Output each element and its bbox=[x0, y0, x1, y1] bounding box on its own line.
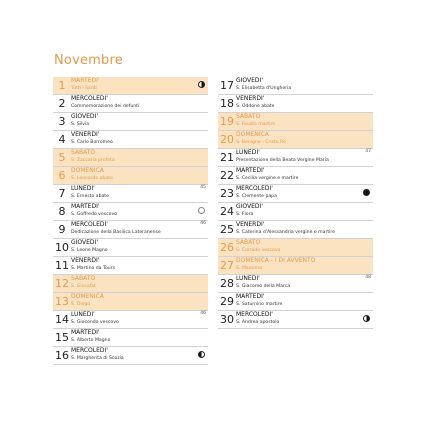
left-column bbox=[53, 77, 208, 365]
day-number: 24 bbox=[220, 205, 234, 218]
moon-phase-first-icon bbox=[198, 81, 205, 88]
saint-name: S. Zaccaria profeta bbox=[71, 158, 115, 163]
day-row bbox=[53, 185, 208, 203]
saint-name: S. Goffredo vescovo bbox=[71, 212, 117, 217]
day-number: 8 bbox=[58, 205, 66, 218]
day-row bbox=[218, 311, 373, 329]
right-column bbox=[218, 77, 373, 329]
weekday-name: MERCOLEDI' bbox=[71, 221, 108, 228]
day-row bbox=[53, 257, 208, 275]
weekday-name: MERCOLEDI' bbox=[71, 347, 108, 354]
saint-name: S. Massimo bbox=[236, 266, 262, 271]
day-number: 27 bbox=[220, 259, 234, 272]
moon-phase-full-icon bbox=[198, 207, 205, 214]
day-row bbox=[53, 293, 208, 311]
weekday-name: LUNEDI' bbox=[71, 311, 95, 318]
week-number: 46 bbox=[200, 221, 206, 226]
weekday-name: DOMENICA bbox=[236, 131, 269, 138]
moon-phase-first-icon bbox=[363, 315, 370, 322]
saint-name: S. Giacomo della Marca bbox=[236, 284, 291, 289]
day-number: 25 bbox=[220, 223, 234, 236]
day-number: 19 bbox=[220, 115, 234, 128]
day-row bbox=[53, 329, 208, 347]
day-row bbox=[53, 131, 208, 149]
day-number: 28 bbox=[220, 277, 234, 290]
saint-name: S. Caterina d'Alessandria vergine e martire bbox=[236, 230, 336, 235]
weekday-name: VENERDI' bbox=[236, 95, 265, 102]
day-row bbox=[53, 113, 208, 131]
day-row bbox=[53, 275, 208, 293]
saint-name: S. Giocondo vescovo bbox=[71, 320, 119, 325]
day-number: 20 bbox=[220, 133, 234, 146]
weekday-name: GIOVEDI' bbox=[236, 77, 263, 84]
saint-name: S. Diego bbox=[71, 302, 91, 307]
day-row bbox=[218, 131, 373, 149]
day-number: 9 bbox=[58, 223, 66, 236]
weekday-name: LUNEDI' bbox=[236, 149, 260, 156]
day-number: 2 bbox=[58, 97, 66, 110]
saint-name: S. Alberto Magno bbox=[71, 338, 111, 343]
moon-phase-new-icon bbox=[363, 189, 370, 196]
moon-phase-last-icon bbox=[198, 351, 205, 358]
day-row bbox=[218, 167, 373, 185]
day-row bbox=[218, 95, 373, 113]
weekday-name: VENERDI' bbox=[236, 221, 265, 228]
day-row bbox=[218, 275, 373, 293]
day-number: 18 bbox=[220, 97, 234, 110]
weekday-name: DOMENICA bbox=[71, 293, 104, 300]
day-number: 6 bbox=[58, 169, 66, 182]
saint-name: S. Ernesto abate bbox=[71, 194, 109, 199]
day-number: 11 bbox=[55, 259, 69, 272]
day-row bbox=[218, 149, 373, 167]
day-number: 13 bbox=[55, 295, 69, 308]
day-row bbox=[53, 77, 208, 95]
day-row bbox=[218, 257, 373, 275]
weekday-name: MARTEDI' bbox=[71, 329, 100, 336]
day-number: 15 bbox=[55, 331, 69, 344]
saint-name: S. Carlo Borromeo bbox=[71, 140, 113, 145]
weekday-name: SABATO bbox=[236, 239, 261, 246]
day-row bbox=[218, 77, 373, 95]
weekday-name: SABATO bbox=[71, 149, 96, 156]
weekday-name: LUNEDI' bbox=[236, 275, 260, 282]
saint-name: S. Corrado vescovo bbox=[236, 248, 281, 253]
saint-name: Dedicazione della Basilica Lateranense bbox=[71, 230, 161, 235]
day-row bbox=[218, 221, 373, 239]
saint-name: S. Martino da Tours bbox=[71, 266, 115, 271]
weekday-name: SABATO bbox=[71, 275, 96, 282]
week-number: 47 bbox=[365, 149, 371, 154]
saint-name: Tutti i Santi bbox=[71, 86, 97, 91]
day-row bbox=[53, 95, 208, 113]
day-row bbox=[53, 149, 208, 167]
day-number: 23 bbox=[220, 187, 234, 200]
day-number: 10 bbox=[55, 241, 69, 254]
day-row bbox=[218, 239, 373, 257]
day-number: 12 bbox=[55, 277, 69, 290]
saint-name: S. Leone Magno bbox=[71, 248, 108, 253]
weekday-name: DOMENICA bbox=[71, 167, 104, 174]
saint-name: S. Andrea apostolo bbox=[236, 320, 280, 325]
week-number: 46 bbox=[200, 311, 206, 316]
day-number: 5 bbox=[58, 151, 66, 164]
saint-name: S. Saturnino martire bbox=[236, 302, 283, 307]
weekday-name: MARTEDI' bbox=[236, 167, 265, 174]
saint-name: Presentazione della Beata Vergine Maria bbox=[236, 158, 329, 163]
day-number: 14 bbox=[55, 313, 69, 326]
day-number: 1 bbox=[58, 79, 66, 92]
week-number: 45 bbox=[200, 185, 206, 190]
day-row bbox=[53, 239, 208, 257]
weekday-name: GIOVEDI' bbox=[236, 203, 263, 210]
day-number: 21 bbox=[220, 151, 234, 164]
saint-name: S. Benigno - Cristo Re bbox=[236, 140, 286, 145]
weekday-name: MARTEDI' bbox=[71, 203, 100, 210]
weekday-name: DOMENICA - I DI AVVENTO bbox=[236, 257, 316, 264]
day-row bbox=[53, 311, 208, 329]
day-number: 17 bbox=[220, 79, 234, 92]
saint-name: S. Clemente papa bbox=[236, 194, 277, 199]
month-title: Novembre bbox=[54, 53, 123, 68]
day-row bbox=[53, 347, 208, 365]
day-row bbox=[218, 203, 373, 221]
day-number: 30 bbox=[220, 313, 234, 326]
saint-name: S. Fausto martire bbox=[236, 122, 276, 127]
day-number: 3 bbox=[58, 115, 66, 128]
weekday-name: MERCOLEDI' bbox=[236, 185, 273, 192]
saint-name: S. Giosafat bbox=[71, 284, 96, 289]
saint-name: S. Flora bbox=[236, 212, 254, 217]
saint-name: S. Cecilia vergine e martire bbox=[236, 176, 299, 181]
day-number: 22 bbox=[220, 169, 234, 182]
weekday-name: MARTEDI' bbox=[71, 77, 100, 84]
weekday-name: MERCOLEDI' bbox=[236, 311, 273, 318]
weekday-name: VENERDI' bbox=[71, 131, 100, 138]
day-row bbox=[53, 167, 208, 185]
day-number: 4 bbox=[58, 133, 66, 146]
weekday-name: SABATO bbox=[236, 113, 261, 120]
weekday-name: VENERDI' bbox=[71, 257, 100, 264]
weekday-name: MERCOLEDI' bbox=[71, 95, 108, 102]
saint-name: S. Leonardo abate bbox=[71, 176, 113, 181]
day-row bbox=[53, 203, 208, 221]
saint-name: S. Margherita di Scozia bbox=[71, 356, 124, 361]
saint-name: S. Elisabetta d'Ungheria bbox=[236, 86, 292, 91]
day-row bbox=[218, 113, 373, 131]
weekday-name: GIOVEDI' bbox=[71, 239, 98, 246]
saint-name: S. Silvia bbox=[71, 122, 90, 127]
day-number: 26 bbox=[220, 241, 234, 254]
day-number: 29 bbox=[220, 295, 234, 308]
day-row bbox=[218, 293, 373, 311]
weekday-name: LUNEDI' bbox=[71, 185, 95, 192]
day-row bbox=[218, 185, 373, 203]
day-number: 16 bbox=[55, 349, 69, 362]
saint-name: S. Oddone abate bbox=[236, 104, 275, 109]
weekday-name: GIOVEDI' bbox=[71, 113, 98, 120]
weekday-name: MARTEDI' bbox=[236, 293, 265, 300]
week-number: 48 bbox=[365, 275, 371, 280]
day-number: 7 bbox=[58, 187, 66, 200]
saint-name: Commemorazione dei defunti bbox=[71, 104, 140, 109]
day-row bbox=[53, 221, 208, 239]
